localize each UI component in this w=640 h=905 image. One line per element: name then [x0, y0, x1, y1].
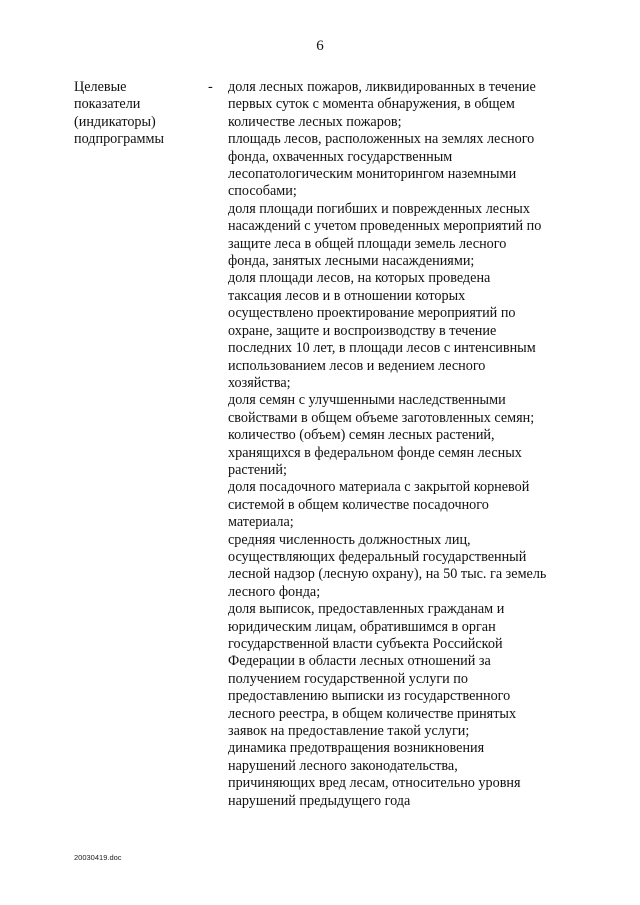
indicator-text-line: способами;	[228, 183, 297, 200]
indicator-text-line: лесного фонда;	[228, 583, 321, 600]
indicator-text-line: доля посадочного материала с закрытой корневой	[228, 479, 530, 496]
section-label-line: (индикаторы)	[74, 113, 156, 130]
indicator-text-line: фонда, охваченных государственным	[228, 148, 453, 165]
indicator-text-line: хозяйства;	[228, 374, 291, 391]
indicator-text-line: юридическим лицам, обратившимся в орган	[228, 618, 496, 635]
indicator-text-line: фонда, занятых лесными насаждениями;	[228, 253, 475, 270]
indicator-text-line: предоставлению выписки из государственного	[228, 688, 511, 705]
indicator-text-line: нарушений предыдущего года	[228, 792, 411, 809]
section-label-line: показатели	[74, 96, 141, 113]
indicator-text-line: охране, защите и воспроизводству в течение	[228, 322, 497, 339]
indicator-text-line: получением государственной услуги по	[228, 670, 468, 687]
section-label-line: Целевые	[74, 79, 127, 95]
indicator-text-line: использованием лесов и ведением лесного	[228, 357, 486, 374]
indicator-text-line: растений;	[228, 461, 287, 478]
indicator-text-line: лесопатологическим мониторингом наземными	[228, 166, 517, 183]
indicator-text-line: хранящихся в федеральном фонде семян лесных	[228, 444, 522, 461]
indicator-text-line: доля семян с улучшенными наследственными	[228, 392, 506, 409]
indicator-text-line: первых суток с момента обнаружения, в общем	[228, 96, 515, 113]
page-number: 6	[316, 38, 324, 54]
indicator-text-line: лесного реестра, в общем количестве принятых	[228, 705, 517, 722]
indicator-text-line: количестве лесных пожаров;	[228, 113, 402, 130]
indicator-text-line: осуществлено проектирование мероприятий по	[228, 305, 516, 322]
indicator-text-line: защите леса в общей площади земель лесного	[228, 235, 507, 252]
indicator-text-line: материала;	[228, 514, 294, 531]
indicator-text-line: доля выписок, предоставленных гражданам и	[228, 601, 505, 618]
indicator-text-line: доля площади погибших и поврежденных лесных	[228, 200, 530, 217]
indicator-text-line: доля лесных пожаров, ликвидированных в течение	[228, 79, 536, 95]
indicator-text-line: последних 10 лет, в площади лесов с интенсивным	[228, 340, 536, 357]
section-label	[74, 79, 204, 149]
indicator-text-line: количество (объем) семян лесных растений,	[228, 427, 495, 444]
indicator-text-line: причиняющих вред лесам, относительно уровня	[228, 775, 521, 792]
indicator-text-line: доля площади лесов, на которых проведена	[228, 270, 491, 287]
indicator-text-line: заявок на предоставление такой услуги;	[228, 723, 470, 740]
indicators-text	[228, 79, 578, 810]
indicator-text-line: лесной надзор (лесную охрану), на 50 тыс. га земель	[228, 566, 547, 583]
indicator-text-line: площадь лесов, расположенных на землях лесного	[228, 131, 535, 148]
indicator-text-line: системой в общем количестве посадочного	[228, 496, 489, 513]
indicator-text-line: осуществляющих федеральный государственный	[228, 548, 527, 565]
indicator-text-line: свойствами в общем объеме заготовленных семян;	[228, 409, 535, 426]
indicator-text-line: нарушений лесного законодательства,	[228, 757, 458, 774]
indicator-text-line: государственной власти субъекта Российской	[228, 636, 503, 652]
indicator-text-line: Федерации в области лесных отношений за	[228, 653, 491, 670]
indicator-text-line: динамика предотвращения возникновения	[228, 740, 485, 757]
indicator-text-line: насаждений с учетом проведенных мероприятий по	[228, 218, 542, 235]
list-dash: -	[208, 79, 213, 95]
section-label-line: подпрограммы	[74, 131, 164, 148]
indicator-text-line: средняя численность должностных лиц,	[228, 531, 471, 548]
indicator-text-line: таксация лесов и в отношении которых	[228, 287, 466, 304]
document-filename: 20030419.doc	[74, 853, 122, 862]
